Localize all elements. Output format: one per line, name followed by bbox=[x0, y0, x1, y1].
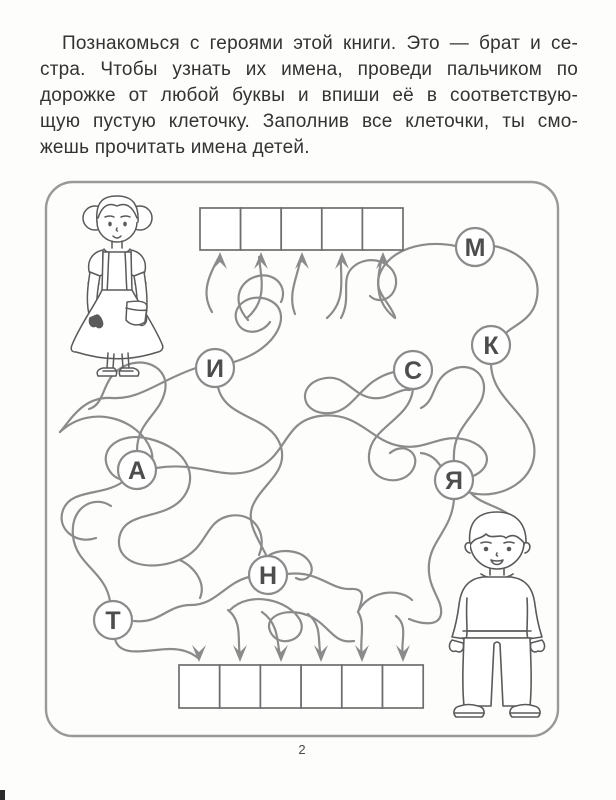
maze-path bbox=[115, 639, 198, 658]
boy-shoe bbox=[454, 705, 484, 718]
letter-label: А bbox=[127, 457, 147, 485]
boy-neck bbox=[490, 569, 504, 575]
answer-cell-top-3[interactable] bbox=[281, 208, 322, 250]
girl-skirt bbox=[71, 290, 163, 359]
boy-hand bbox=[449, 640, 463, 652]
arrow-down-icon bbox=[314, 645, 328, 662]
letter-node-a[interactable] bbox=[118, 451, 156, 489]
arrow-down-icon bbox=[192, 645, 206, 662]
boy-illustration bbox=[449, 512, 544, 717]
maze-path bbox=[409, 499, 454, 623]
girl-illustration bbox=[71, 196, 163, 376]
arrow-stem bbox=[228, 610, 240, 656]
girl-shoe bbox=[119, 368, 138, 376]
maze-path bbox=[421, 367, 484, 461]
arrow-up-icon bbox=[295, 252, 309, 269]
maze-path bbox=[62, 483, 121, 540]
maze-path bbox=[359, 593, 412, 610]
arrowheads bbox=[192, 252, 410, 662]
boy-shoe bbox=[510, 705, 540, 718]
arrow-up-icon bbox=[213, 252, 227, 269]
arrow-stem bbox=[308, 614, 321, 656]
instruction-line: щую пустую клеточку. Заполнив все клеточки, ты смо- bbox=[40, 111, 578, 132]
instruction-line: Познакомься с героями этой книги. Это — брат и се- bbox=[62, 33, 578, 54]
answer-cell-bottom-6[interactable] bbox=[383, 665, 424, 708]
answer-cell-top-2[interactable] bbox=[241, 208, 282, 250]
letter-label: Я bbox=[445, 467, 463, 495]
maze-path bbox=[60, 417, 262, 566]
letter-node-t[interactable] bbox=[94, 601, 132, 639]
instruction-line: жешь прочитать имена детей. bbox=[40, 137, 310, 158]
letter-node-n[interactable] bbox=[249, 556, 287, 594]
letter-nodes bbox=[94, 228, 510, 639]
instruction-line: дорожке от любой буквы и впиши её в соответствую- bbox=[40, 85, 578, 106]
maze-path bbox=[180, 560, 202, 598]
letter-node-k[interactable] bbox=[472, 326, 510, 364]
boy-pants bbox=[463, 638, 531, 706]
girl-bodice bbox=[102, 252, 132, 292]
boy-sweater bbox=[452, 577, 542, 639]
letter-label: Н bbox=[258, 562, 278, 590]
boy-mouth bbox=[491, 560, 503, 565]
bottom-answer-row bbox=[179, 665, 423, 708]
letter-label: К bbox=[483, 332, 499, 360]
answer-cell-top-4[interactable] bbox=[322, 208, 363, 250]
instruction-line: стра. Чтобы узнать их имена, проведи пальчиком по bbox=[40, 59, 578, 80]
scan-artifact bbox=[0, 790, 5, 800]
arrow-stem bbox=[247, 257, 262, 318]
answer-cell-bottom-3[interactable] bbox=[260, 665, 301, 708]
letter-label: Т bbox=[105, 607, 121, 635]
letter-label: С bbox=[403, 357, 423, 385]
maze-path bbox=[73, 502, 111, 601]
answer-cell-bottom-1[interactable] bbox=[179, 665, 220, 708]
arrow-down-icon bbox=[274, 645, 288, 662]
maze-path bbox=[305, 372, 410, 413]
maze-path bbox=[341, 260, 396, 318]
arrow-stem bbox=[206, 257, 219, 312]
letter-node-m[interactable] bbox=[456, 228, 494, 266]
letter-node-ya[interactable] bbox=[435, 461, 473, 499]
answer-cell-top-1[interactable] bbox=[200, 208, 241, 250]
letter-label: И bbox=[206, 355, 224, 383]
maze-path bbox=[494, 246, 538, 338]
answer-cell-bottom-5[interactable] bbox=[342, 665, 383, 708]
girl-hand bbox=[89, 315, 102, 328]
answer-cell-top-5[interactable] bbox=[362, 208, 403, 250]
letter-node-i[interactable] bbox=[196, 349, 234, 387]
maze-path bbox=[378, 244, 456, 317]
girl-shoe bbox=[97, 368, 116, 376]
page-number: 2 bbox=[298, 742, 306, 757]
letter-label: М bbox=[464, 234, 486, 262]
arrow-stem bbox=[327, 257, 341, 318]
boy-hem-band bbox=[462, 631, 532, 638]
girl-pocket bbox=[126, 301, 147, 325]
maze-path bbox=[60, 368, 196, 432]
answer-cell-bottom-4[interactable] bbox=[301, 665, 342, 708]
answer-cell-bottom-2[interactable] bbox=[220, 665, 261, 708]
maze-path bbox=[230, 599, 354, 641]
arrow-stem bbox=[378, 257, 395, 318]
top-answer-row bbox=[200, 208, 403, 250]
letter-node-s[interactable] bbox=[394, 351, 432, 389]
boy-hand bbox=[530, 640, 544, 652]
